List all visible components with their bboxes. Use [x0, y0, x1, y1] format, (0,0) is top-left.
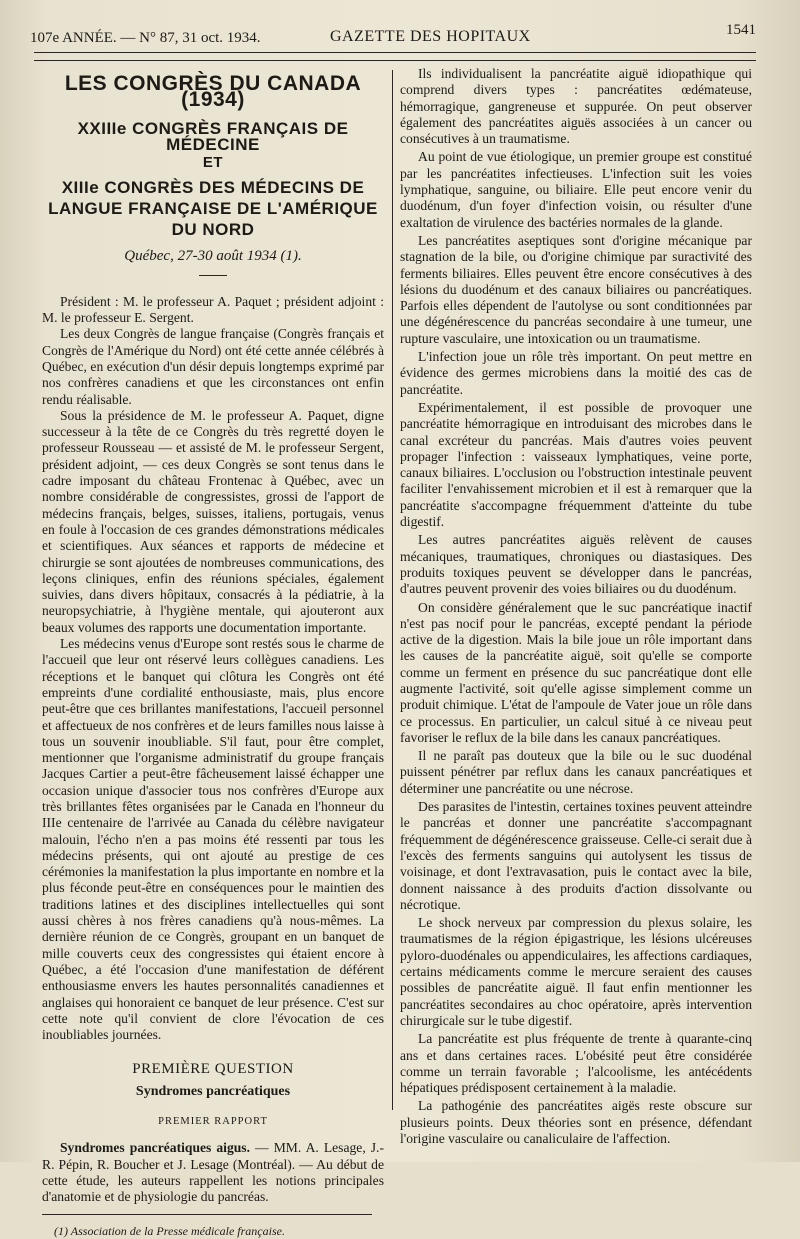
- paragraph: Au point de vue étiologique, un premier groupe est constitué par les pancréatites infectieuses. L'infection suit les voies lymphatique, sanguine, ou biliaire. Elle peut encore venir du duodénum, d'un foyer d'infection voisin, ou résulter d'une exaltation de virulence des bactéries normales de la glande.: [400, 149, 752, 230]
- issue-info: 107e ANNÉE. — N° 87, 31 oct. 1934.: [30, 30, 261, 46]
- paragraph: Les pancréatites aseptiques sont d'origine mécanique par stagnation de la bile, ou d'origine chimique par suractivité des ferments biliaires. Elles peuvent être encore consécutives à des lésions du duodénum et des canaux biliaires ou pancréatiques. Parfois elles dépendent de l'autolyse ou sont conditionnées par une dégénérescence du pancréas secondaire à une tumeur, une rupture vasculaire, une intoxication ou un traumatisme.: [400, 232, 752, 346]
- column-divider: [392, 70, 393, 1110]
- congress-title-1: XXIIIe CONGRÈS FRANÇAIS DE MÉDECINE: [77, 118, 349, 154]
- left-column: [42, 66, 384, 1239]
- running-head: [30, 22, 756, 48]
- footnote: (1) Association de la Presse médicale française.: [54, 1223, 285, 1238]
- section-subtitle: Syndromes pancréatiques: [135, 1083, 291, 1099]
- paragraph: Ils individualisent la pancréatite aiguë idiopathique qui comprend divers types : pancréatites œdémateuse, hémorragique, gangreneuse et suppurée. On peut observer également des pancréatites aiguës associées à un cancer ou consécutives à un traumatisme.: [400, 66, 752, 147]
- paragraph: Les deux Congrès de langue française (Congrès français et Congrès de l'Amérique du Nord) ont été cette année célébrés à Québec, en exécution d'un désir depuis longtemps exprimé par nos confrères canadiens et que les circonstances ont enfin rendu réalisable.: [42, 326, 384, 407]
- section-title: PREMIÈRE QUESTION: [132, 1061, 294, 1078]
- main-title: LES CONGRÈS DU CANADA (1934): [64, 72, 362, 112]
- title-conjunction: ET: [202, 154, 224, 172]
- paragraph: Les autres pancréatites aiguës relèvent de causes mécaniques, traumatiques, chroniques ou diastasiques. Des produits toxiques peuvent se développer dans le pancréas, d'autres peuvent provenir des voies biliaires ou du duodénum.: [400, 532, 752, 597]
- journal-title: GAZETTE DES HOPITAUX: [330, 28, 531, 45]
- paragraph: La pathogénie des pancréatites aigës reste obscure sur plusieurs points. Deux théories sont en présence, défendant l'origine vasculaire ou canaliculaire de l'affection.: [400, 1098, 752, 1146]
- paragraph: Expérimentalement, il est possible de provoquer une pancréatite hémorragique en introduisant des microbes dans le canal excréteur du pancréas. Mais d'autres voies peuvent propager l'infection : vaisseaux lymphatiques, veine porte, canaux biliaires. L'occlusion ou l'obstruction intestinale peuvent faciliter l'envahissement microbien et il est à remarquer que la pancréatite s'accompagne fréquemment d'atteinte du tube digestif.: [400, 399, 752, 530]
- title-separator: [199, 275, 227, 276]
- paragraph: Sous la présidence de M. le professeur A. Paquet, digne successeur à la tête de ce Congrès du très regretté doyen le professeur Rousseau — et assisté de M. le professeur Sergent, président adjoint, — ces deux Congrès se sont tenus dans le cadre imposant du château Frontenac à Québec, avec un nombre considérable de congressistes, grossi de l'apport de médecins français, belges, suisses, italiens, portugais, venus en foule à l'occasion de ces grandes démonstrations médicales et scientifiques. Aux séances et rapports de médecine et chirurgie se sont ajoutées de nombreuses communications, des leçons cliniques, enfin des réunions spéciales, également suivies, dans divers hôpitaux, consacrés à la pédiatrie, à la neuropsychiatrie, à l'hygiène mentale, qui ajouteront aux beaux volumes des rapports une documentation importante.: [42, 407, 384, 635]
- report-text: — MM. A. Lesage, J.-R. Pépin, R. Boucher et J. Lesage (Montréal). — Au début de cette étude, les auteurs rappellent les notions principales d'anatomie et de physiologie du pancréas.: [42, 1140, 384, 1205]
- header-rule: [34, 52, 756, 53]
- page-number: 1541: [726, 22, 756, 38]
- paragraph: Des parasites de l'intestin, certaines toxines peuvent atteindre le pancréas et donner une pancréatite s'accompagnant fréquemment de dégénérescence graisseuse. Celle-ci serait due à l'excès des ferments sanguins qui autolysent les tissus de voisinage, et dont l'extravasation, puis le contact avec la bile, donnent naissance à des produits d'action dissolvante ou nécrotique.: [400, 799, 752, 912]
- place-date: Québec, 27-30 août 1934 (1).: [124, 248, 302, 265]
- right-column: [400, 66, 752, 1149]
- paragraph: Président : M. le professeur A. Paquet ; président adjoint : M. le professeur E. Sergent.: [42, 293, 384, 326]
- paragraph: L'infection joue un rôle très important. On peut mettre en évidence des germes microbiens dans la moitié des cas de pancréatite.: [400, 349, 752, 397]
- paragraph: Les médecins venus d'Europe sont restés sous le charme de l'accueil que leur ont réservé leurs collègues canadiens. Les réceptions et le banquet qui clôtura les Congrès ont été empreints d'une cordialité enthousiaste, mais, plus encore peut-être que ces brillantes manifestations, l'accueil personnel et affectueux de nos confrères et de leurs familles nous laisse à tous un souvenir inoubliable. S'il faut, pour être complet, mentionner que l'organisme administratif du groupe français Jacques Cartier a peut-être fâcheusement laissé échapper une occasion unique d'associer tous nos confrères d'Europe aux très brillantes fêtes organisées par le Canada en l'honneur du IIIe centenaire de l'arrivée au Canada du célèbre navigateur malouin, l'écho n'en a pas moins été ressenti par tous les médecins présents, qui ont ajouté au prestige de ces cérémonies la manifestation la plus importante en nombre et la plus féconde peut-être en conséquences pour le maintien des traditions latines et des disciplines intellectuelles qui sont aussi chères à nos frères canadiens qu'à nous-mêmes. La dernière réunion de ce Congrès, groupant en un banquet de mille couverts ceux des congressistes qui étaient encore à Québec, a été l'occasion d'une manifestation de déférent enthousiasme envers les hautes personnalités canadiennes et anglaises qui honoraient ce banquet de leur présence. C'est sur cette note qu'il convient de clore l'évocation de ces inoubliables journées.: [42, 636, 384, 1043]
- footnote-rule: [42, 1214, 372, 1215]
- paragraph: Le shock nerveux par compression du plexus solaire, les traumatismes de la région épigastrique, les lésions ulcéreuses pyloro-duodénales ou appendiculaires, les affections cardiaques, certains médicaments comme le mercure seraient des causes possibles de pancréatite aiguë. Il faut enfin mentionner les pancréatites secondaires au choc opératoire, après intervention chirurgicale sur le tube digestif.: [400, 915, 752, 1028]
- paragraph: On considère généralement que le suc pancréatique inactif n'est pas nocif pour le pancréas, excepté pendant la période active de la digestion. Mais la bile joue un rôle important dans les causes de la pancréatite aiguë, soit qu'elle se comporte comme un ferment en présence du suc pancréatique dont elle augmente l'activité, soit qu'elle agisse simplement comme un produit chimique. L'état de l'ampoule de Vater joue un rôle dans ce processus. En particulier, un calcul situé à ce niveau peut favoriser le reflux de la bile dans les canaux pancréatiques.: [400, 599, 752, 745]
- report-paragraph: [42, 1140, 384, 1205]
- header-rule-secondary: [34, 60, 756, 61]
- report-lead: Syndromes pancréatiques aigus.: [60, 1140, 250, 1156]
- congress-title-2: XIIIe CONGRÈS DES MÉDECINS DE LANGUE FRANÇAISE DE L'AMÉRIQUE DU NORD: [48, 178, 378, 240]
- paragraph: La pancréatite est plus fréquente de trente à quarante-cinq ans et dans certaines races. L'obésité peut être considérée comme un terrain favorable ; l'alcoolisme, les antécédents hépatiques prédisposent certainement à la maladie.: [400, 1031, 752, 1096]
- paragraph: Il ne paraît pas douteux que la bile ou le suc duodénal puissent pénétrer par reflux dans les canaux pancréatiques et déterminer une pancréatite ou une nécrose.: [400, 748, 752, 796]
- report-label: PREMIER RAPPORT: [158, 1116, 268, 1128]
